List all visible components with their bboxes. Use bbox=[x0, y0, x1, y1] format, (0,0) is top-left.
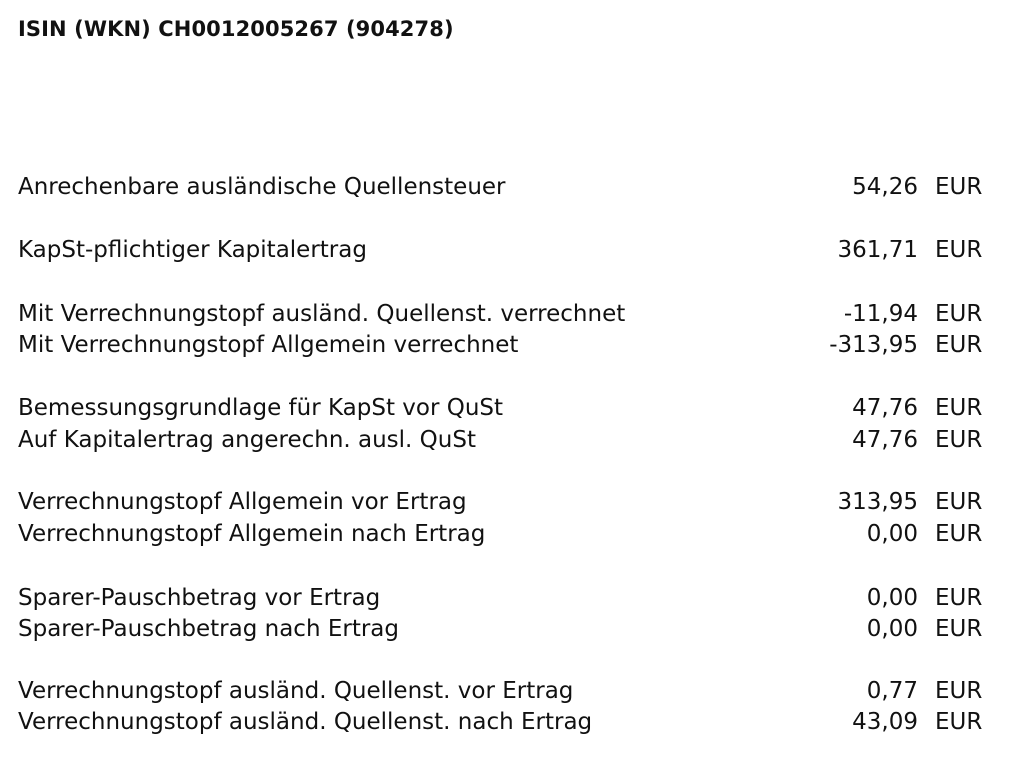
row-currency: EUR bbox=[935, 709, 983, 735]
tax-row bbox=[0, 330, 1016, 360]
row-label: Verrechnungstopf ausländ. Quellenst. nach Ertrag bbox=[18, 709, 593, 735]
tax-row bbox=[0, 235, 1016, 265]
row-amount: 43,09 bbox=[852, 709, 918, 735]
row-currency: EUR bbox=[935, 301, 983, 327]
row-currency: EUR bbox=[935, 395, 983, 421]
isin-header: ISIN (WKN) CH0012005267 (904278) bbox=[18, 17, 454, 41]
tax-row bbox=[0, 425, 1016, 455]
row-amount: 0,00 bbox=[866, 616, 918, 642]
row-label: Bemessungsgrundlage für KapSt vor QuSt bbox=[18, 395, 504, 421]
row-amount: 0,00 bbox=[866, 521, 918, 547]
tax-row bbox=[0, 393, 1016, 423]
tax-row bbox=[0, 614, 1016, 644]
row-currency: EUR bbox=[935, 427, 983, 453]
row-label: Anrechenbare ausländische Quellensteuer bbox=[18, 174, 506, 200]
row-amount: 47,76 bbox=[852, 427, 918, 453]
row-amount: -11,94 bbox=[843, 301, 918, 327]
row-label: Mit Verrechnungstopf ausländ. Quellenst. verrechnet bbox=[18, 301, 626, 327]
row-amount: 361,71 bbox=[837, 237, 918, 263]
row-amount: 47,76 bbox=[852, 395, 918, 421]
row-currency: EUR bbox=[935, 585, 983, 611]
tax-row bbox=[0, 487, 1016, 517]
row-amount: 313,95 bbox=[837, 489, 918, 515]
row-currency: EUR bbox=[935, 616, 983, 642]
row-currency: EUR bbox=[935, 678, 983, 704]
row-label: KapSt-pflichtiger Kapitalertrag bbox=[18, 237, 367, 263]
row-label: Verrechnungstopf ausländ. Quellenst. vor Ertrag bbox=[18, 678, 574, 704]
row-currency: EUR bbox=[935, 521, 983, 547]
row-currency: EUR bbox=[935, 332, 983, 358]
row-currency: EUR bbox=[935, 489, 983, 515]
row-label: Auf Kapitalertrag angerechn. ausl. QuSt bbox=[18, 427, 476, 453]
row-currency: EUR bbox=[935, 237, 983, 263]
tax-row bbox=[0, 707, 1016, 737]
row-amount: 0,00 bbox=[866, 585, 918, 611]
row-amount: -313,95 bbox=[829, 332, 918, 358]
tax-row bbox=[0, 519, 1016, 549]
tax-row bbox=[0, 299, 1016, 329]
row-label: Mit Verrechnungstopf Allgemein verrechnet bbox=[18, 332, 519, 358]
tax-row bbox=[0, 172, 1016, 202]
row-label: Sparer-Pauschbetrag nach Ertrag bbox=[18, 616, 399, 642]
row-amount: 0,77 bbox=[866, 678, 918, 704]
row-currency: EUR bbox=[935, 174, 983, 200]
tax-row bbox=[0, 676, 1016, 706]
row-label: Sparer-Pauschbetrag vor Ertrag bbox=[18, 585, 381, 611]
tax-row bbox=[0, 583, 1016, 613]
row-label: Verrechnungstopf Allgemein vor Ertrag bbox=[18, 489, 467, 515]
row-label: Verrechnungstopf Allgemein nach Ertrag bbox=[18, 521, 486, 547]
row-amount: 54,26 bbox=[852, 174, 918, 200]
